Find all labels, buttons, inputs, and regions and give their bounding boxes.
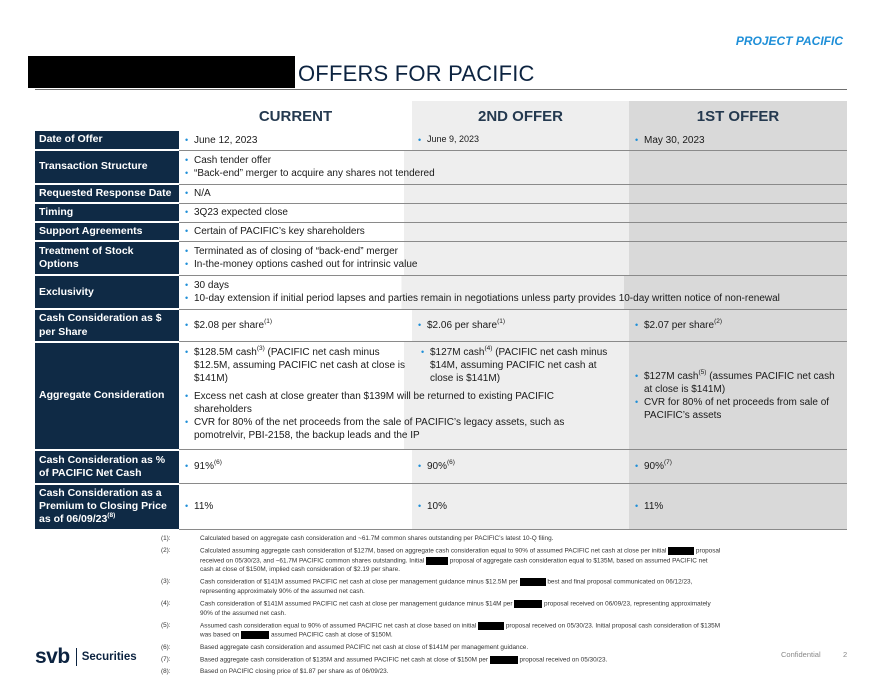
redaction-bar	[426, 557, 448, 565]
project-label: PROJECT PACIFIC	[735, 34, 843, 48]
table-row	[35, 484, 847, 530]
svb-securities-logo	[35, 645, 137, 669]
bullet-icon: •	[185, 188, 189, 199]
footnote-ref: (1)	[264, 318, 273, 325]
bullet-icon: •	[635, 396, 639, 407]
cell-value: $127M cash	[644, 370, 699, 382]
bullet-icon: •	[185, 347, 189, 358]
table-row	[35, 342, 847, 450]
table-row	[35, 184, 847, 203]
bullet-icon: •	[635, 134, 639, 145]
footnote-ref: (2)	[714, 318, 723, 325]
cell-value: 91%	[194, 461, 215, 473]
footnote-ref: (6)	[214, 459, 222, 467]
footnote: (2): Calculated assuming aggregate cash consideration of $127M, based on aggregate cash consideration equal to 90% of assumed PACIFIC net cash at close per initial proposal received on 05/30/23, and ~61.7M PACIFIC common shares outstanding. Initial proposal of aggregate cash consideration equal to $135M, based on assumed PACIFIC net cash at close of $150M, implied cash consideration of $2.19 per share.	[161, 546, 721, 574]
logo-divider	[76, 648, 77, 666]
page-number: 2	[843, 650, 848, 659]
cell-value: N/A	[194, 188, 211, 200]
bullet-icon: •	[185, 207, 189, 218]
footnote-ref: (3)	[256, 345, 265, 353]
row-label: Cash Consideration as $ per Share	[35, 309, 179, 341]
row-label	[35, 484, 179, 530]
footnote: (8): Based on PACIFIC closing price of $1.87 per share as of 06/09/23.	[161, 668, 389, 676]
footnote-ref: (7)	[664, 459, 672, 467]
cell-value: CVR for 80% of net proceeds from sale of PACIFIC’s assets	[644, 396, 830, 421]
header-row	[35, 101, 847, 131]
table-row	[35, 203, 847, 222]
bullet-icon: •	[635, 461, 639, 472]
table-row	[35, 222, 847, 241]
redaction-bar	[478, 622, 504, 630]
row-label: Date of Offer	[35, 131, 179, 150]
cell-value: $2.06 per share	[427, 320, 498, 331]
footnote-ref: (1)	[497, 318, 506, 325]
row-label: Treatment of Stock Options	[35, 241, 179, 275]
cell-value: 3Q23 expected close	[194, 207, 288, 219]
bullet-icon: •	[185, 417, 189, 428]
bullet-icon: •	[418, 501, 422, 512]
table-row	[35, 131, 847, 150]
row-label: Cash Consideration as % of PACIFIC Net Cash	[35, 450, 179, 484]
bullet-icon: •	[185, 293, 189, 304]
row-label: Requested Response Date	[35, 184, 179, 203]
column-header-current: CURRENT	[179, 101, 412, 131]
title-divider	[35, 89, 847, 90]
row-label: Support Agreements	[35, 222, 179, 241]
header-blank	[35, 101, 179, 131]
cell-value: $2.07 per share	[644, 320, 715, 331]
cell-value: Certain of PACIFIC’s key shareholders	[194, 226, 365, 238]
bullet-icon: •	[185, 226, 189, 237]
bullet-icon: •	[185, 461, 189, 472]
footnote: (6): Based aggregate cash consideration and assumed PACIFIC net cash at close of $141M per management guidance.	[161, 643, 529, 651]
cell-value: 10%	[427, 501, 448, 513]
bullet-icon: •	[185, 320, 189, 330]
row-label: Exclusivity	[35, 275, 179, 309]
cell-value: $128.5M cash	[194, 347, 257, 359]
redaction-bar	[514, 600, 542, 608]
page-title: OFFERS FOR PACIFIC	[298, 61, 535, 86]
bullet-icon: •	[635, 501, 639, 512]
bullet-icon: •	[185, 168, 189, 178]
redaction-bar	[668, 547, 694, 555]
footnote-ref: (8)	[107, 512, 116, 520]
cell-value: In-the-money options cashed out for intrinsic value	[194, 259, 418, 271]
footnote-ref: (6)	[447, 459, 455, 467]
footnotes	[161, 535, 721, 680]
column-header-second-offer: 2ND OFFER	[412, 101, 629, 131]
cell-value: “Back-end” merger to acquire any shares not tendered	[194, 168, 435, 179]
footnote: (4): Cash consideration of $141M assumed PACIFIC net cash at close per management guidance minus $14M per proposal received on 06/09/23, representing approximately 90% of the assumed net cash.	[161, 599, 711, 617]
cell-value: June 9, 2023	[427, 133, 480, 144]
cell-value: 11%	[644, 501, 664, 513]
footnote: (5): Assumed cash consideration equal to 90% of assumed PACIFIC net cash at close based on initial proposal received on 05/30/23. Initial proposal cash consideration of $135M was based on assumed PACIFIC cash at close of $150M.	[161, 621, 721, 639]
cell-value: 10-day extension if initial period lapses and parties remain in negotiations unless party provides 10-day written notice of non-renewal	[194, 293, 780, 305]
redaction-bar	[241, 631, 269, 639]
cell-value: 90%	[644, 461, 665, 473]
cell-value: $2.08 per share	[194, 320, 265, 331]
cell-value: May 30, 2023	[644, 134, 705, 146]
bullet-icon: •	[185, 155, 189, 165]
footnote-ref: (5)	[698, 368, 707, 376]
cell-value: Excess net cash at close greater than $139M will be returned to existing PACIFIC shareholders	[194, 391, 554, 416]
footnote-ref: (4)	[484, 345, 493, 353]
column-header-first-offer: 1ST OFFER	[629, 101, 847, 131]
table-row	[35, 275, 847, 309]
bullet-icon: •	[635, 370, 639, 381]
cell-value: (PACIFIC net cash minus $12.5M, assuming PACIFIC net cash at close is $141M)	[194, 347, 406, 385]
row-label: Transaction Structure	[35, 150, 179, 184]
table-row	[35, 309, 847, 341]
bullet-icon: •	[185, 134, 189, 145]
table-row	[35, 241, 847, 275]
bullet-icon: •	[418, 320, 422, 330]
table-row	[35, 450, 847, 484]
footnote: (3): Cash consideration of $141M assumed PACIFIC net cash at close per management guidance minus $12.5M per best and final proposal communicated on 06/12/23, representing approximately 90% of the assumed net cash.	[161, 578, 693, 595]
bullet-icon: •	[185, 259, 189, 270]
logo-wordmark: svb	[35, 645, 70, 668]
cell-value: (assumes PACIFIC net cash at close is $141M)	[644, 370, 835, 395]
cell-value: $127M cash	[430, 347, 485, 359]
cell-value: Terminated as of closing of “back-end” merger	[194, 246, 398, 258]
bullet-icon: •	[185, 246, 189, 257]
logo-subtitle: Securities	[81, 651, 137, 663]
bullet-icon: •	[185, 280, 189, 291]
redaction-bar	[520, 578, 546, 586]
bullet-icon: •	[418, 134, 422, 145]
cell-value: 30 days	[194, 280, 230, 292]
bullet-icon: •	[421, 347, 425, 358]
cell-value: (PACIFIC net cash minus $14M, assuming PACIFIC net cash at close is $141M)	[430, 347, 608, 385]
cell-value: Cash tender offer	[194, 155, 272, 166]
offers-table	[35, 101, 847, 531]
row-label-text: Cash Consideration as a Premium to Closing Price as of 06/09/23	[39, 486, 167, 526]
cell-value: CVR for 80% of the net proceeds from the sale of PACIFIC’s legacy assets, such as pomotrelvir, PBI-2158, the backup leads and the IP	[194, 417, 565, 442]
redaction-bar	[28, 56, 295, 88]
redaction-bar	[490, 656, 518, 664]
cell-value: 90%	[427, 461, 448, 473]
bullet-icon: •	[418, 461, 422, 472]
table-row	[35, 150, 847, 184]
footnote: (1): Calculated based on aggregate cash consideration and ~61.7M common shares outstanding per PACIFIC’s latest 10-Q filing.	[161, 535, 554, 542]
bullet-icon: •	[185, 501, 189, 512]
cell-value: June 12, 2023	[194, 134, 258, 146]
confidential-label: Confidential	[781, 650, 821, 659]
row-label: Timing	[35, 203, 179, 222]
row-label: Aggregate Consideration	[35, 342, 179, 450]
bullet-icon: •	[635, 320, 639, 330]
cell-value: 11%	[194, 501, 214, 513]
footnote: (7): Based aggregate cash consideration of $135M and assumed PACIFIC net cash at close of $150M per proposal received on 05/30/23.	[161, 655, 608, 664]
bullet-icon: •	[185, 391, 189, 402]
